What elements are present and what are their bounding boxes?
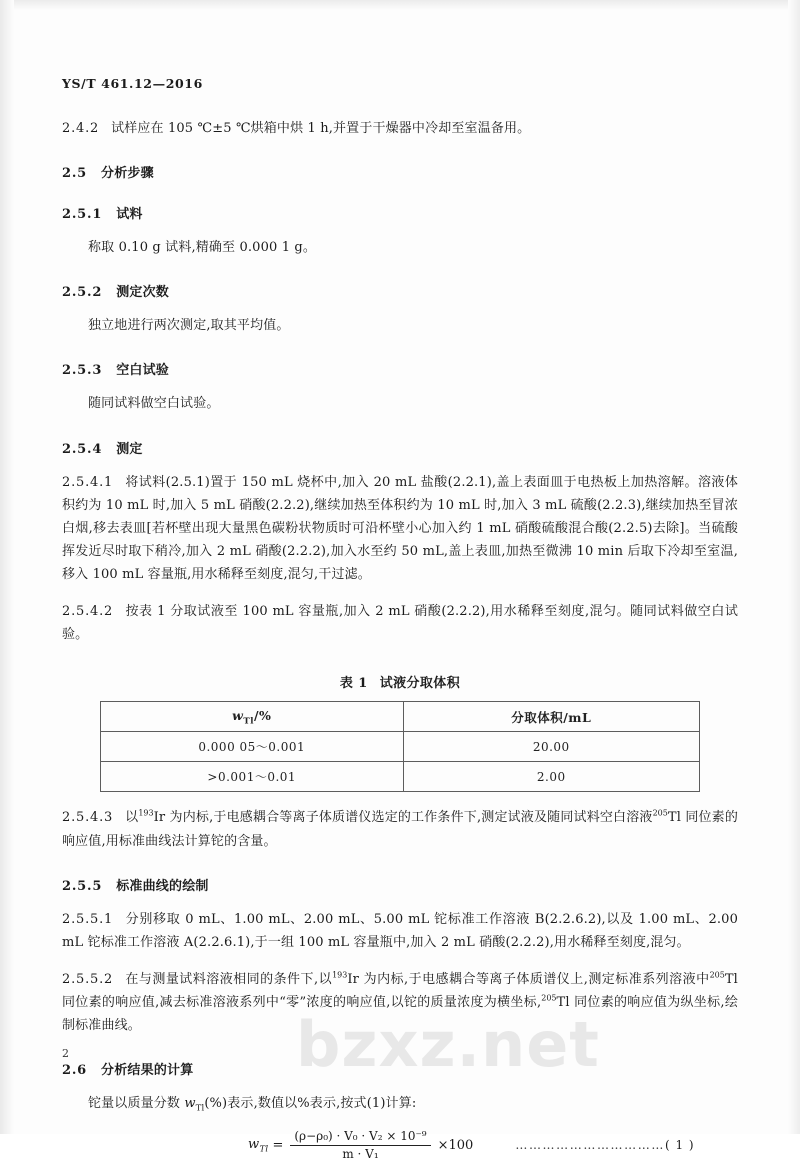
isotope-205-element: Tl <box>556 995 570 1010</box>
isotope-193-superscript: 193 <box>138 809 154 819</box>
paragraph-2-6-seg2: (%)表示,数值以%表示,按式(1)计算: <box>204 1096 417 1112</box>
heading-2-5-2 <box>62 281 738 300</box>
paragraph-2-5-4-3-seg3: 同位素的响应值,用标准曲线法计算铊的含量。 <box>62 810 739 849</box>
clause-number-2-5-4-2: 2.5.4.2 <box>62 604 114 620</box>
clause-number-2-5-5-2: 2.5.5.2 <box>62 971 114 987</box>
table-1-caption-number: 表 1 <box>339 676 368 692</box>
paragraph-2-5-4-3 <box>62 806 738 852</box>
heading-2-5-1-number: 2.5.1 <box>62 207 103 223</box>
paragraph-2-5-4-2 <box>62 600 738 646</box>
paragraph-2-5-5-2-seg1: 在与测量试料溶液相同的条件下,以 <box>125 971 333 987</box>
heading-2-5-3 <box>62 359 738 378</box>
heading-2-5-3-number: 2.5.3 <box>62 363 103 379</box>
heading-2-6-title: 分析结果的计算 <box>101 1063 194 1079</box>
heading-2-5-number: 2.5 <box>62 166 88 182</box>
paragraph-2-5-4-3-seg1: 以 <box>125 810 139 826</box>
table-1-caption <box>62 672 738 691</box>
formula-equals: = <box>272 1137 284 1153</box>
formula-lhs-symbol: w <box>248 1136 260 1152</box>
formula-lhs-subscript: Tl <box>259 1144 269 1155</box>
page-number: 2 <box>62 1047 69 1060</box>
paragraph-2-5-1: 称取 0.10 g 试料,精确至 0.000 1 g。 <box>88 240 317 256</box>
heading-2-6 <box>62 1059 738 1078</box>
heading-2-5-title: 分析步骤 <box>101 166 154 182</box>
table-header-row <box>101 702 700 732</box>
paragraph-2-5-5-2 <box>62 968 738 1037</box>
formula-leader-dots: …………………………… <box>515 1138 665 1153</box>
heading-2-5-3-title: 空白试验 <box>116 363 170 379</box>
paragraph-2-5-5-2-seg3: 同位素的响应值,减去标准溶液系列中“零”浓度的响应值,以铊的质量浓度为横坐标, <box>62 995 542 1010</box>
symbol-w: w <box>232 707 244 723</box>
symbol-w-subscript: Tl <box>195 1103 205 1114</box>
clause-number-2-5-5-1: 2.5.5.1 <box>62 911 114 927</box>
formula-denominator: m · V₁ <box>342 1146 379 1161</box>
isotope-205-superscript: 205 <box>709 970 725 980</box>
watermark: bzxz.net <box>296 1008 600 1081</box>
paragraph-2-5-2: 独立地进行两次测定,取其平均值。 <box>88 318 290 334</box>
heading-2-6-number: 2.6 <box>62 1063 88 1079</box>
isotope-205-element: Tl <box>724 971 738 987</box>
formula-tail: ×100 <box>437 1137 474 1153</box>
table-1 <box>100 701 700 792</box>
symbol-w-subscript: Tl <box>243 716 254 727</box>
heading-2-5-5-title: 标准曲线的绘制 <box>116 878 209 894</box>
isotope-205-superscript: 205 <box>541 993 557 1003</box>
table-row <box>101 732 700 762</box>
table-cell-volume: 20.00 <box>403 732 700 762</box>
isotope-193-superscript: 193 <box>332 970 348 980</box>
scan-edge-left <box>0 0 14 1134</box>
isotope-205-superscript: 205 <box>652 809 668 819</box>
symbol-w-unit: /% <box>253 707 272 723</box>
heading-2-5-1 <box>62 203 738 222</box>
table-cell-volume: 2.00 <box>403 762 700 792</box>
formula-lhs <box>248 1137 268 1155</box>
table-cell-range: >0.001～0.01 <box>101 762 404 792</box>
paragraph-2-6 <box>62 1092 738 1117</box>
isotope-193-element: Ir <box>347 971 359 987</box>
paragraph-2-5-5-2-seg4: 同位素的响应值为纵坐标,绘制标准曲线。 <box>62 995 738 1034</box>
paragraph-2-5-4-1-text: 将试料(2.5.1)置于 150 mL 烧杯中,加入 20 mL 盐酸(2.2.1),盖上表面皿于电热板上加热溶解。溶液体积约为 10 mL 时,加入 5 mL 硝酸(2.2.2),继续加热至体积约为 10 mL 时,加入 3 mL 硫酸(2.2.3),继续加热至冒浓白烟,移去表皿[若杯壁出现大量黑色碳粉状物质时可沿杯壁小心加入约 1 mL 硝酸硫酸混合酸(2.2.5)去除]。当硫酸挥发近尽时取下稍冷,加入 2 mL 硝酸(2.2.2),加入水至约 50 mL,盖上表皿,加热至微沸 10 min 后取下冷却至室温,移入 100 mL 容量瓶,用水稀释至刻度,混匀,干过滤。 <box>62 474 738 582</box>
running-head: YS/T 461.12—2016 <box>62 76 203 91</box>
paragraph-2-4-2-text: 试样应在 105 ℃±5 ℃烘箱中烘 1 h,并置于干燥器中冷却至室温备用。 <box>111 121 531 136</box>
paragraph-2-5-5-1 <box>62 908 738 954</box>
paragraph-2-5-4-3-seg2: 为内标,于电感耦合等离子体质谱仪选定的工作条件下,测定试液及随同试料空白溶液 <box>165 810 653 826</box>
heading-2-5-5 <box>62 875 738 894</box>
table-cell-range: 0.000 05～0.001 <box>101 732 404 762</box>
heading-2-5-4-number: 2.5.4 <box>62 441 103 457</box>
table-header-volume: 分取体积/mL <box>403 702 700 732</box>
formula-number: ( 1 ) <box>664 1138 695 1153</box>
isotope-193-element: Ir <box>153 810 166 826</box>
table-1-caption-title: 试液分取体积 <box>379 676 461 692</box>
paragraph-2-5-3: 随同试料做空白试验。 <box>88 396 220 412</box>
paragraph-2-5-5-2-seg2: 为内标,于电感耦合等离子体质谱仪上,测定标准系列溶液中 <box>359 971 710 987</box>
heading-2-5-2-title: 测定次数 <box>116 285 170 301</box>
heading-2-5-4-title: 测定 <box>116 441 143 457</box>
paragraph-2-5-5-1-text: 分别移取 0 mL、1.00 mL、2.00 mL、5.00 mL 铊标准工作溶液 B(2.2.6.2),以及 1.00 mL、2.00 mL 铊标准工作溶液 A(2.2.6.1),于一组 100 mL 容量瓶中,加入 2 mL 硝酸(2.2.2),用水稀释至刻度,混匀。 <box>62 911 738 950</box>
isotope-205-element: Tl <box>667 810 682 826</box>
page-content <box>62 76 738 1162</box>
paragraph-2-6-seg1: 铊量以质量分数 <box>88 1096 185 1112</box>
paragraph-2-5-4-2-text: 按表 1 分取试液至 100 mL 容量瓶,加入 2 mL 硝酸(2.2.2),用水稀释至刻度,混匀。随同试料做空白试验。 <box>62 604 738 643</box>
paragraph-2-5-4-1 <box>62 471 738 587</box>
clause-number-2-4-2: 2.4.2 <box>62 121 100 136</box>
heading-2-5-2-number: 2.5.2 <box>62 285 103 301</box>
heading-2-5-5-number: 2.5.5 <box>62 878 103 894</box>
heading-2-5-4 <box>62 438 738 457</box>
heading-2-5-1-title: 试料 <box>116 207 143 223</box>
table-header-wtl <box>101 702 404 732</box>
table-row <box>101 762 700 792</box>
scan-edge-right <box>788 0 800 1134</box>
clause-number-2-5-4-1: 2.5.4.1 <box>62 474 114 490</box>
scan-edge-top <box>0 0 800 10</box>
paragraph-2-4-2 <box>62 117 738 140</box>
clause-number-2-5-4-3: 2.5.4.3 <box>62 810 114 826</box>
symbol-w: w <box>184 1096 196 1112</box>
heading-2-5 <box>62 162 738 181</box>
formula-numerator: (ρ−ρ₀) · V₀ · V₂ × 10⁻⁹ <box>290 1129 430 1146</box>
